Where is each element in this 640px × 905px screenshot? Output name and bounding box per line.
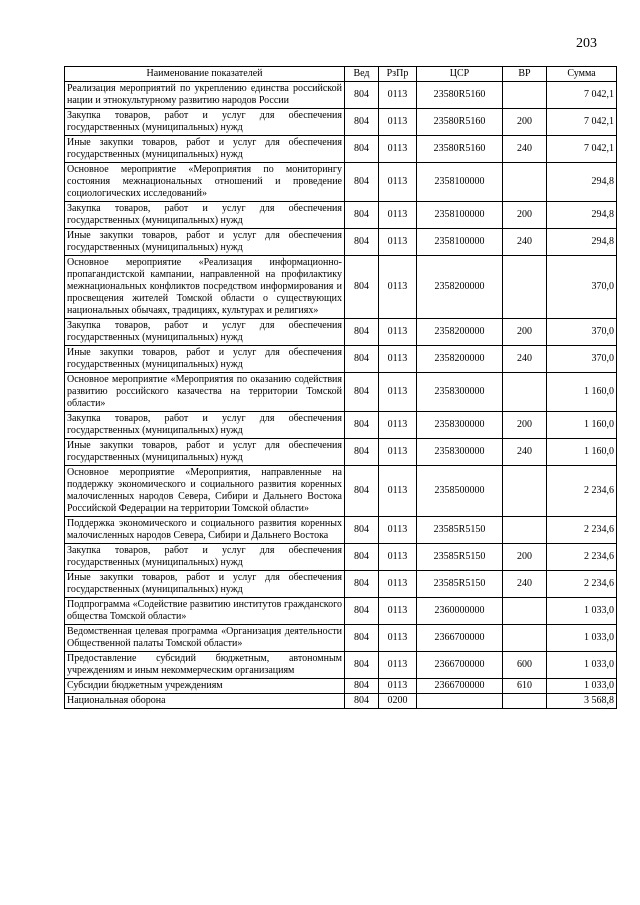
row-name: Основное мероприятие «Мероприятия по оказанию содействия развитию российского казачества на территории Томской области» xyxy=(65,373,345,412)
row-vr: 240 xyxy=(503,571,547,598)
row-rzpr: 0113 xyxy=(379,202,417,229)
row-ved: 804 xyxy=(345,439,379,466)
row-ved: 804 xyxy=(345,694,379,709)
row-sum: 1 033,0 xyxy=(547,679,617,694)
table-row xyxy=(65,109,617,136)
row-vr: 240 xyxy=(503,136,547,163)
row-name: Субсидии бюджетным учреждениям xyxy=(65,679,345,694)
row-rzpr: 0113 xyxy=(379,256,417,319)
row-vr: 200 xyxy=(503,412,547,439)
row-ved: 804 xyxy=(345,466,379,517)
row-csr: 2358200000 xyxy=(417,346,503,373)
row-vr: 240 xyxy=(503,229,547,256)
row-name: Закупка товаров, работ и услуг для обеспечения государственных (муниципальных) нужд xyxy=(65,319,345,346)
row-vr: 200 xyxy=(503,202,547,229)
row-sum: 1 033,0 xyxy=(547,652,617,679)
row-csr: 2358100000 xyxy=(417,229,503,256)
table-row xyxy=(65,517,617,544)
row-rzpr: 0113 xyxy=(379,571,417,598)
row-name: Иные закупки товаров, работ и услуг для обеспечения государственных (муниципальных) нужд xyxy=(65,571,345,598)
table-body xyxy=(65,82,617,709)
row-sum: 2 234,6 xyxy=(547,466,617,517)
row-vr xyxy=(503,163,547,202)
row-ved: 804 xyxy=(345,346,379,373)
row-name: Поддержка экономического и социального развития коренных малочисленных народов Севера, Сибири и Дальнего Востока xyxy=(65,517,345,544)
row-vr xyxy=(503,598,547,625)
row-sum: 3 568,8 xyxy=(547,694,617,709)
row-ved: 804 xyxy=(345,598,379,625)
row-vr xyxy=(503,82,547,109)
row-csr: 2358200000 xyxy=(417,319,503,346)
row-csr: 23580R5160 xyxy=(417,136,503,163)
row-rzpr: 0113 xyxy=(379,652,417,679)
row-sum: 1 033,0 xyxy=(547,625,617,652)
table-row xyxy=(65,679,617,694)
row-ved: 804 xyxy=(345,82,379,109)
row-name: Иные закупки товаров, работ и услуг для обеспечения государственных (муниципальных) нужд xyxy=(65,136,345,163)
row-ved: 804 xyxy=(345,109,379,136)
row-ved: 804 xyxy=(345,625,379,652)
table-row xyxy=(65,652,617,679)
row-vr xyxy=(503,373,547,412)
row-rzpr: 0113 xyxy=(379,319,417,346)
row-rzpr: 0113 xyxy=(379,136,417,163)
row-sum: 370,0 xyxy=(547,256,617,319)
row-name: Иные закупки товаров, работ и услуг для обеспечения государственных (муниципальных) нужд xyxy=(65,439,345,466)
row-sum: 2 234,6 xyxy=(547,571,617,598)
row-vr xyxy=(503,517,547,544)
row-csr: 2358300000 xyxy=(417,412,503,439)
row-csr: 23585R5150 xyxy=(417,544,503,571)
table-row xyxy=(65,256,617,319)
row-csr: 23580R5160 xyxy=(417,109,503,136)
row-name: Основное мероприятие «Реализация информационно-пропагандистской кампании, направленной на профилактику межнациональных конфликтов посредством информирования и просвещения жителей Томской области о существующих национальных обычаях, традициях, культурах и религиях» xyxy=(65,256,345,319)
row-csr: 2358100000 xyxy=(417,202,503,229)
row-rzpr: 0113 xyxy=(379,109,417,136)
table-row xyxy=(65,694,617,709)
table-row xyxy=(65,598,617,625)
row-sum: 1 160,0 xyxy=(547,412,617,439)
row-sum: 2 234,6 xyxy=(547,517,617,544)
row-ved: 804 xyxy=(345,571,379,598)
row-name: Закупка товаров, работ и услуг для обеспечения государственных (муниципальных) нужд xyxy=(65,109,345,136)
row-sum: 7 042,1 xyxy=(547,109,617,136)
row-sum: 1 160,0 xyxy=(547,439,617,466)
row-rzpr: 0113 xyxy=(379,412,417,439)
budget-table xyxy=(64,66,617,709)
row-ved: 804 xyxy=(345,136,379,163)
row-rzpr: 0113 xyxy=(379,625,417,652)
row-ved: 804 xyxy=(345,256,379,319)
row-rzpr: 0113 xyxy=(379,373,417,412)
row-name: Основное мероприятие «Мероприятия по мониторингу состояния межнациональных отношений и проведение социологических исследований» xyxy=(65,163,345,202)
row-rzpr: 0113 xyxy=(379,517,417,544)
table-row xyxy=(65,229,617,256)
table-row xyxy=(65,136,617,163)
row-vr: 600 xyxy=(503,652,547,679)
row-ved: 804 xyxy=(345,412,379,439)
row-csr: 2358500000 xyxy=(417,466,503,517)
row-sum: 1 033,0 xyxy=(547,598,617,625)
table-row xyxy=(65,82,617,109)
row-name: Национальная оборона xyxy=(65,694,345,709)
row-sum: 294,8 xyxy=(547,202,617,229)
table-row xyxy=(65,202,617,229)
row-name: Реализация мероприятий по укреплению единства российской нации и этнокультурному развитию народов России xyxy=(65,82,345,109)
row-sum: 1 160,0 xyxy=(547,373,617,412)
row-vr: 240 xyxy=(503,346,547,373)
row-csr: 2358300000 xyxy=(417,439,503,466)
row-rzpr: 0113 xyxy=(379,82,417,109)
row-csr: 2366700000 xyxy=(417,625,503,652)
row-sum: 2 234,6 xyxy=(547,544,617,571)
row-csr: 2366700000 xyxy=(417,652,503,679)
table-row xyxy=(65,544,617,571)
row-rzpr: 0113 xyxy=(379,598,417,625)
table-row xyxy=(65,319,617,346)
row-csr: 23585R5150 xyxy=(417,517,503,544)
row-sum: 370,0 xyxy=(547,346,617,373)
row-vr: 200 xyxy=(503,109,547,136)
table-row xyxy=(65,412,617,439)
row-rzpr: 0113 xyxy=(379,544,417,571)
row-ved: 804 xyxy=(345,319,379,346)
row-rzpr: 0200 xyxy=(379,694,417,709)
header-vr: ВР xyxy=(503,67,547,82)
row-vr xyxy=(503,625,547,652)
table-row xyxy=(65,466,617,517)
row-vr xyxy=(503,256,547,319)
row-name: Подпрограмма «Содействие развитию институтов гражданского общества Томской области» xyxy=(65,598,345,625)
row-vr: 200 xyxy=(503,319,547,346)
header-csr: ЦСР xyxy=(417,67,503,82)
row-csr xyxy=(417,694,503,709)
row-name: Ведомственная целевая программа «Организация деятельности Общественной палаты Томской области» xyxy=(65,625,345,652)
row-name: Закупка товаров, работ и услуг для обеспечения государственных (муниципальных) нужд xyxy=(65,544,345,571)
row-csr: 2358100000 xyxy=(417,163,503,202)
row-csr: 23585R5150 xyxy=(417,571,503,598)
row-csr: 23580R5160 xyxy=(417,82,503,109)
row-vr: 610 xyxy=(503,679,547,694)
row-csr: 2358300000 xyxy=(417,373,503,412)
table-row xyxy=(65,625,617,652)
row-name: Основное мероприятие «Мероприятия, направленные на поддержку экономического и социального развития коренных малочисленных народов Севера, Сибири и Дальнего Востока Российской Федерации на территории Томской области» xyxy=(65,466,345,517)
row-vr xyxy=(503,466,547,517)
table-row xyxy=(65,346,617,373)
table-row xyxy=(65,373,617,412)
table-header-row xyxy=(65,67,617,82)
row-ved: 804 xyxy=(345,679,379,694)
table-row xyxy=(65,439,617,466)
row-ved: 804 xyxy=(345,544,379,571)
row-sum: 294,8 xyxy=(547,229,617,256)
table-row xyxy=(65,571,617,598)
row-ved: 804 xyxy=(345,163,379,202)
row-csr: 2366700000 xyxy=(417,679,503,694)
row-rzpr: 0113 xyxy=(379,466,417,517)
row-ved: 804 xyxy=(345,202,379,229)
row-rzpr: 0113 xyxy=(379,679,417,694)
header-rzpr: РзПр xyxy=(379,67,417,82)
row-ved: 804 xyxy=(345,229,379,256)
row-vr: 240 xyxy=(503,439,547,466)
row-csr: 2360000000 xyxy=(417,598,503,625)
row-sum: 7 042,1 xyxy=(547,136,617,163)
row-rzpr: 0113 xyxy=(379,346,417,373)
row-name: Предоставление субсидий бюджетным, автономным учреждениям и иным некоммерческим организациям xyxy=(65,652,345,679)
page-number: 203 xyxy=(576,36,597,51)
row-sum: 370,0 xyxy=(547,319,617,346)
row-ved: 804 xyxy=(345,373,379,412)
row-name: Иные закупки товаров, работ и услуг для обеспечения государственных (муниципальных) нужд xyxy=(65,346,345,373)
row-rzpr: 0113 xyxy=(379,229,417,256)
row-vr: 200 xyxy=(503,544,547,571)
row-name: Иные закупки товаров, работ и услуг для обеспечения государственных (муниципальных) нужд xyxy=(65,229,345,256)
row-rzpr: 0113 xyxy=(379,439,417,466)
header-name: Наименование показателей xyxy=(65,67,345,82)
row-ved: 804 xyxy=(345,517,379,544)
row-rzpr: 0113 xyxy=(379,163,417,202)
row-sum: 7 042,1 xyxy=(547,82,617,109)
row-sum: 294,8 xyxy=(547,163,617,202)
row-vr xyxy=(503,694,547,709)
header-sum: Сумма xyxy=(547,67,617,82)
row-ved: 804 xyxy=(345,652,379,679)
row-name: Закупка товаров, работ и услуг для обеспечения государственных (муниципальных) нужд xyxy=(65,202,345,229)
row-name: Закупка товаров, работ и услуг для обеспечения государственных (муниципальных) нужд xyxy=(65,412,345,439)
table-row xyxy=(65,163,617,202)
row-csr: 2358200000 xyxy=(417,256,503,319)
header-ved: Вед xyxy=(345,67,379,82)
